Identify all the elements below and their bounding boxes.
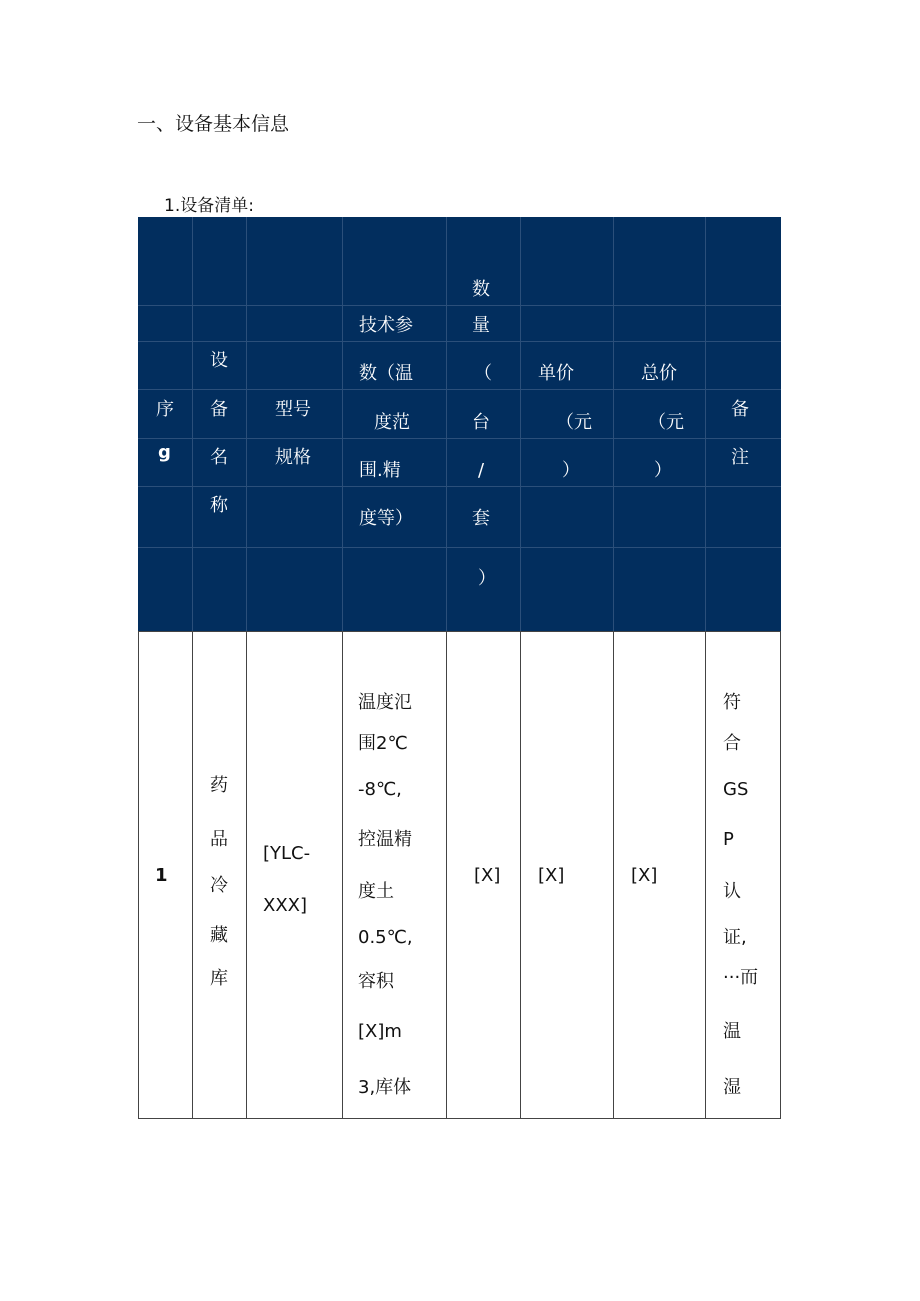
row-remark: GS bbox=[723, 779, 749, 800]
row-name: 品 bbox=[210, 829, 228, 850]
row-qty: [X] bbox=[474, 865, 501, 886]
header-qty: ） bbox=[478, 568, 496, 589]
row-remark: 湿 bbox=[723, 1077, 741, 1098]
row-spec: 控温精 bbox=[358, 829, 412, 850]
row-spec: [X]m bbox=[358, 1021, 402, 1042]
header-rule bbox=[138, 389, 781, 390]
row-remark: 合 bbox=[723, 733, 741, 754]
header-model: 规格 bbox=[275, 447, 311, 468]
body-col-divider bbox=[342, 631, 343, 1119]
row-spec: 3,库体 bbox=[358, 1077, 412, 1098]
header-col-divider bbox=[342, 217, 343, 631]
table-row bbox=[138, 631, 781, 1119]
header-qty: 套 bbox=[472, 508, 490, 529]
header-remark: 备 bbox=[731, 399, 749, 420]
header-col-divider bbox=[246, 217, 247, 631]
header-spec: 数（温 bbox=[359, 363, 413, 384]
row-name: 库 bbox=[210, 968, 228, 989]
body-col-divider bbox=[446, 631, 447, 1119]
row-remark: 符 bbox=[723, 692, 741, 713]
row-remark: 认 bbox=[723, 881, 741, 902]
header-total-price: 总价 bbox=[641, 363, 677, 384]
header-spec: 度范 bbox=[374, 412, 410, 433]
header-qty: / bbox=[478, 460, 485, 481]
row-remark: 温 bbox=[723, 1021, 741, 1042]
header-qty: （ bbox=[474, 363, 492, 384]
row-model: XXX] bbox=[263, 895, 308, 916]
header-spec: 技术参 bbox=[359, 315, 413, 336]
sub-title: 1.设备清单: bbox=[164, 196, 254, 216]
row-name: 冷 bbox=[210, 875, 228, 896]
row-name: 藏 bbox=[210, 925, 228, 946]
header-total-price: ） bbox=[654, 460, 672, 481]
header-rule bbox=[138, 341, 781, 342]
header-rule bbox=[138, 305, 781, 306]
header-qty: 数 bbox=[472, 279, 490, 300]
header-rule bbox=[138, 438, 781, 439]
header-name: 称 bbox=[210, 495, 228, 516]
header-qty: 量 bbox=[472, 315, 490, 336]
header-unit-price: （元 bbox=[556, 412, 592, 433]
header-unit-price: 单价 bbox=[538, 363, 574, 384]
header-col-divider bbox=[705, 217, 706, 631]
row-spec: 度土 bbox=[358, 881, 394, 902]
row-total-price: [X] bbox=[631, 865, 658, 886]
row-serial: 1 bbox=[155, 865, 168, 886]
row-remark: P bbox=[723, 829, 734, 850]
header-name: 名 bbox=[210, 447, 228, 468]
row-remark: ···而 bbox=[723, 967, 759, 988]
header-name: 设 bbox=[210, 350, 228, 371]
row-remark: 证, bbox=[723, 927, 747, 948]
row-unit-price: [X] bbox=[538, 865, 565, 886]
body-col-divider bbox=[246, 631, 247, 1119]
row-spec: 容积 bbox=[358, 971, 394, 992]
body-col-divider bbox=[520, 631, 521, 1119]
header-qty: 台 bbox=[472, 412, 490, 433]
header-spec: 围.精 bbox=[359, 460, 401, 481]
header-model: 型号 bbox=[275, 399, 311, 420]
header-total-price: （元 bbox=[648, 412, 684, 433]
header-col-divider bbox=[192, 217, 193, 631]
equipment-table bbox=[138, 217, 781, 1119]
header-unit-price: ） bbox=[562, 460, 580, 481]
body-col-divider bbox=[705, 631, 706, 1119]
row-spec: 围2℃ bbox=[358, 733, 408, 754]
row-spec: 0.5℃, bbox=[358, 927, 413, 948]
header-rule bbox=[138, 547, 781, 548]
header-name: 备 bbox=[210, 399, 228, 420]
body-col-divider bbox=[192, 631, 193, 1119]
header-serial: 序 bbox=[156, 399, 174, 420]
row-model: [YLC- bbox=[263, 843, 311, 864]
header-col-divider bbox=[520, 217, 521, 631]
row-spec: -8℃, bbox=[358, 779, 402, 800]
row-name: 药 bbox=[210, 775, 228, 796]
header-remark: 注 bbox=[731, 447, 749, 468]
table-header bbox=[138, 217, 781, 631]
row-spec: 温度氾 bbox=[358, 692, 412, 713]
section-title: 一、设备基本信息 bbox=[137, 113, 290, 135]
header-serial: g bbox=[158, 442, 171, 463]
body-col-divider bbox=[613, 631, 614, 1119]
header-rule bbox=[138, 486, 781, 487]
header-col-divider bbox=[446, 217, 447, 631]
header-spec: 度等） bbox=[359, 508, 413, 529]
header-col-divider bbox=[613, 217, 614, 631]
